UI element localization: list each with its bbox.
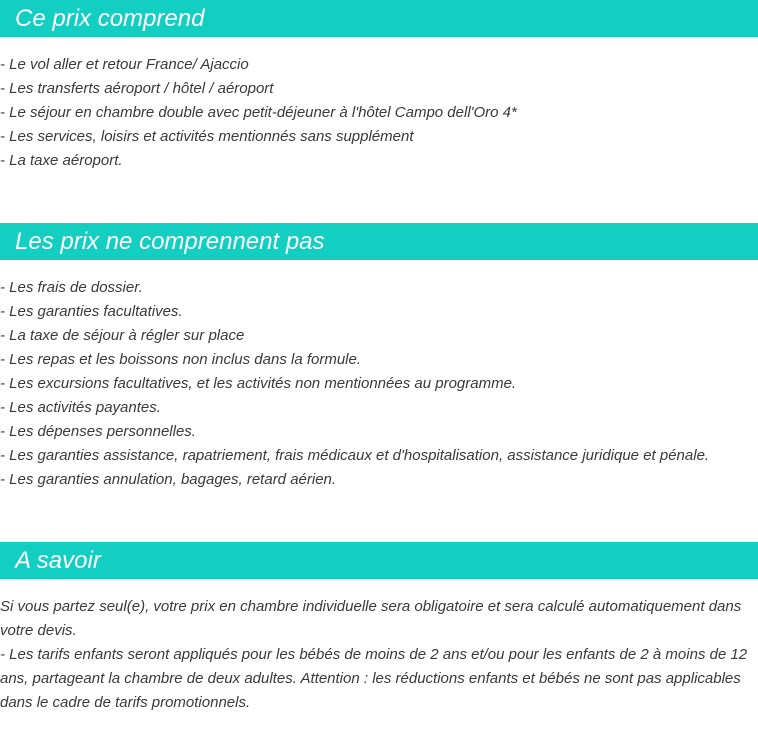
child-rates-paragraph: - Les tarifs enfants seront appliqués pour les bébés de moins de 2 ans et/ou pour les enfants de 2 à moins de 12 ans, partageant la chambre de deux adultes. Attention : les réductions enfants et bébés ne sont pas applicables dans le cadre de tarifs promotionnels. [0, 646, 748, 711]
list-item: - Les services, loisirs et activités mentionnés sans supplément [0, 128, 414, 145]
list-item: - Les frais de dossier. [0, 279, 143, 296]
list-item: - Les excursions facultatives, et les activités non mentionnées au programme. [0, 375, 517, 392]
list-item: - Les activités payantes. [0, 399, 161, 416]
excluded-list [0, 276, 758, 492]
list-item: - La taxe de séjour à régler sur place [0, 327, 245, 344]
list-item: - Le séjour en chambre double avec petit-déjeuner à l'hôtel Campo dell'Oro 4* [0, 104, 517, 121]
included-section [0, 0, 758, 173]
excluded-title: Les prix ne comprennent pas [0, 223, 758, 260]
good-to-know-section [0, 542, 758, 715]
list-item: - Les garanties facultatives. [0, 303, 183, 320]
list-item: - Les repas et les boissons non inclus dans la formule. [0, 351, 362, 368]
list-item: - Les transferts aéroport / hôtel / aéroport [0, 80, 274, 97]
included-title: Ce prix comprend [0, 0, 758, 37]
single-room-paragraph: Si vous partez seul(e), votre prix en chambre individuelle sera obligatoire et sera calculé automatiquement dans votre devis. [0, 598, 742, 639]
list-item: - Le vol aller et retour France/ Ajaccio [0, 56, 249, 73]
list-item: - La taxe aéroport. [0, 152, 123, 169]
list-item: - Les garanties assistance, rapatriement, frais médicaux et d'hospitalisation, assistance juridique et pénale. [0, 447, 710, 464]
list-item: - Les dépenses personnelles. [0, 423, 196, 440]
list-item: - Les garanties annulation, bagages, retard aérien. [0, 471, 337, 488]
included-list [0, 53, 758, 173]
excluded-section [0, 223, 758, 492]
good-to-know-content [0, 595, 758, 715]
good-to-know-title: A savoir [0, 542, 758, 579]
